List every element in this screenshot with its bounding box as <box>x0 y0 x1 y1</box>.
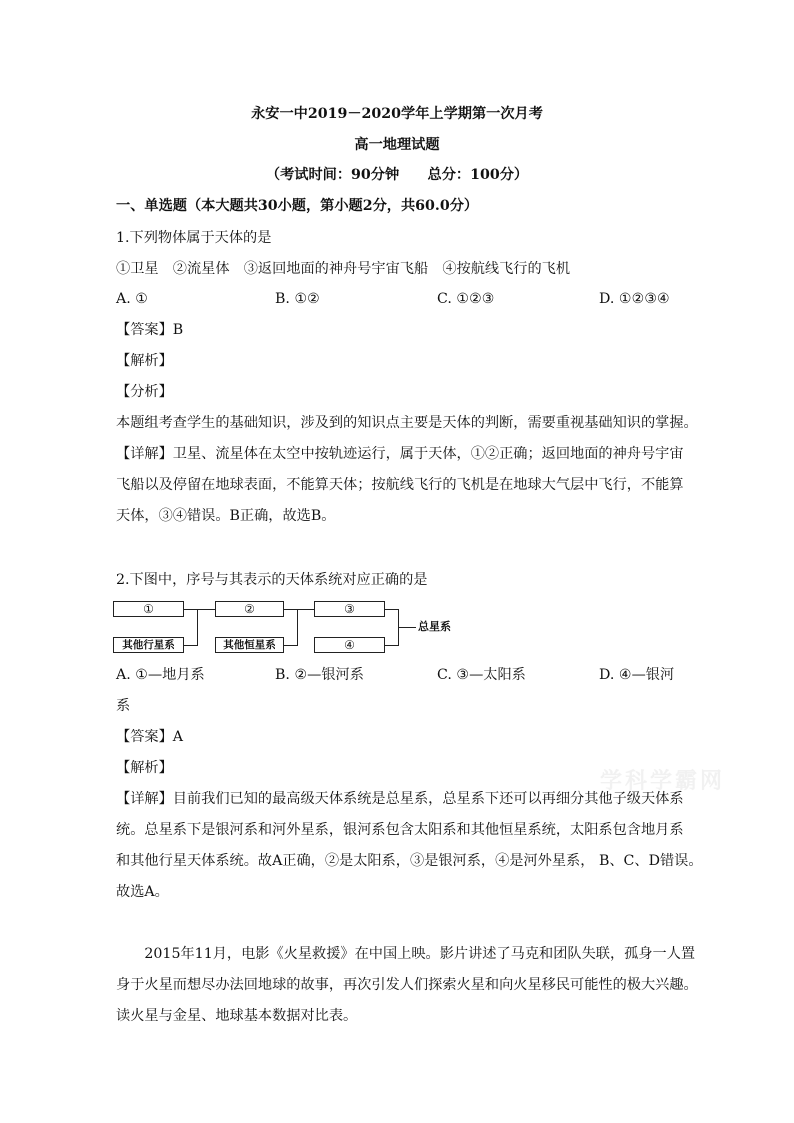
watermark: 学科学霸网 <box>600 768 726 794</box>
connector-line <box>284 609 298 610</box>
q2-detail-line: 和其他行星天体系统。故A正确，②是太阳系，③是银河系，④是河外星系， B、C、D错误。 <box>116 853 703 869</box>
diagram-box-4: ④ <box>314 637 385 653</box>
passage-line: 读火星与金星、地球基本数据对比表。 <box>116 1008 358 1024</box>
connector-line <box>385 609 399 610</box>
connector-line <box>297 609 298 646</box>
q1-option-a: A. ① <box>116 291 148 307</box>
q1-detail-line: 飞船以及停留在地球表面，不能算天体；按航线飞行的飞机是在地球大气层中飞行，不能算 <box>116 477 684 493</box>
q1-option-c: C. ①②③ <box>437 291 495 307</box>
q1-analysis-label: 【解析】 <box>116 353 173 369</box>
q2-option-b: B. ②—银河系 <box>275 667 364 683</box>
exam-title: 永安一中2019－2020学年上学期第一次月考 <box>251 106 543 122</box>
exam-meta: （考试时间：90分钟 总分：100分） <box>265 167 529 183</box>
connector-line <box>184 609 198 610</box>
connector-line <box>284 645 298 646</box>
passage-line: 2015年11月，电影《火星救援》在中国上映。影片讲述了马克和团队失联，孤身一人置 <box>116 946 696 962</box>
diagram-label-other-planets: 其他行星系 <box>113 637 184 653</box>
diagram-box-2: ② <box>215 601 284 617</box>
q1-fenxi-text: 本题组考查学生的基础知识，涉及到的知识点主要是天体的判断，需要重视基础知识的掌握。 <box>116 415 698 431</box>
q2-analysis-label: 【解析】 <box>116 760 173 776</box>
q1-option-b: B. ①② <box>275 291 320 307</box>
q1-detail-line: 【详解】卫星、流星体在太空中按轨迹运行，属于天体，①②正确；返回地面的神舟号宇宙 <box>116 446 684 462</box>
diagram-label-other-stars: 其他恒星系 <box>215 637 284 653</box>
exam-subtitle: 高一地理试题 <box>354 137 440 153</box>
connector-line <box>385 645 399 646</box>
q2-option-c: C. ③—太阳系 <box>437 667 526 683</box>
diagram-box-1: ① <box>113 601 184 617</box>
passage-line: 身于火星而想尽办法回地球的故事，再次引发人们探索火星和向火星移民可能性的极大兴趣。 <box>116 977 698 993</box>
connector-line <box>197 609 215 610</box>
q1-detail-line: 天体，③④错误。B正确，故选B。 <box>116 508 336 524</box>
connector-line <box>197 609 198 646</box>
connector-line <box>184 645 198 646</box>
section-heading: 一、单选题（本大题共30小题，第小题2分，共60.0分） <box>116 198 479 214</box>
q1-fenxi-label: 【分析】 <box>116 384 173 400</box>
q1-option-d: D. ①②③④ <box>599 291 670 307</box>
connector-line <box>297 609 314 610</box>
q2-detail-line: 统。总星系下是银河系和河外星系，银河系包含太阳系和其他恒星系统，太阳系包含地月系 <box>116 822 684 838</box>
q2-option-d-wrap: 系 <box>116 698 131 714</box>
diagram-label-universe: 总星系 <box>418 620 451 633</box>
q2-stem: 2.下图中，序号与其表示的天体系统对应正确的是 <box>116 572 428 588</box>
connector-line <box>398 627 416 628</box>
q2-detail-line: 故选A。 <box>116 884 169 900</box>
q1-stem: 1.下列物体属于天体的是 <box>116 230 272 246</box>
q2-option-a: A. ①—地月系 <box>116 667 205 683</box>
q2-detail-line: 【详解】目前我们已知的最高级天体系统是总星系，总星系下还可以再细分其他子级天体系 <box>116 791 684 807</box>
q1-answer: 【答案】B <box>116 322 184 338</box>
q1-items: ①卫星 ②流星体 ③返回地面的神舟号宇宙飞船 ④按航线飞行的飞机 <box>116 261 571 277</box>
q2-answer: 【答案】A <box>116 729 183 745</box>
q2-option-d: D. ④—银河 <box>599 667 675 683</box>
diagram-box-3: ③ <box>314 601 385 617</box>
